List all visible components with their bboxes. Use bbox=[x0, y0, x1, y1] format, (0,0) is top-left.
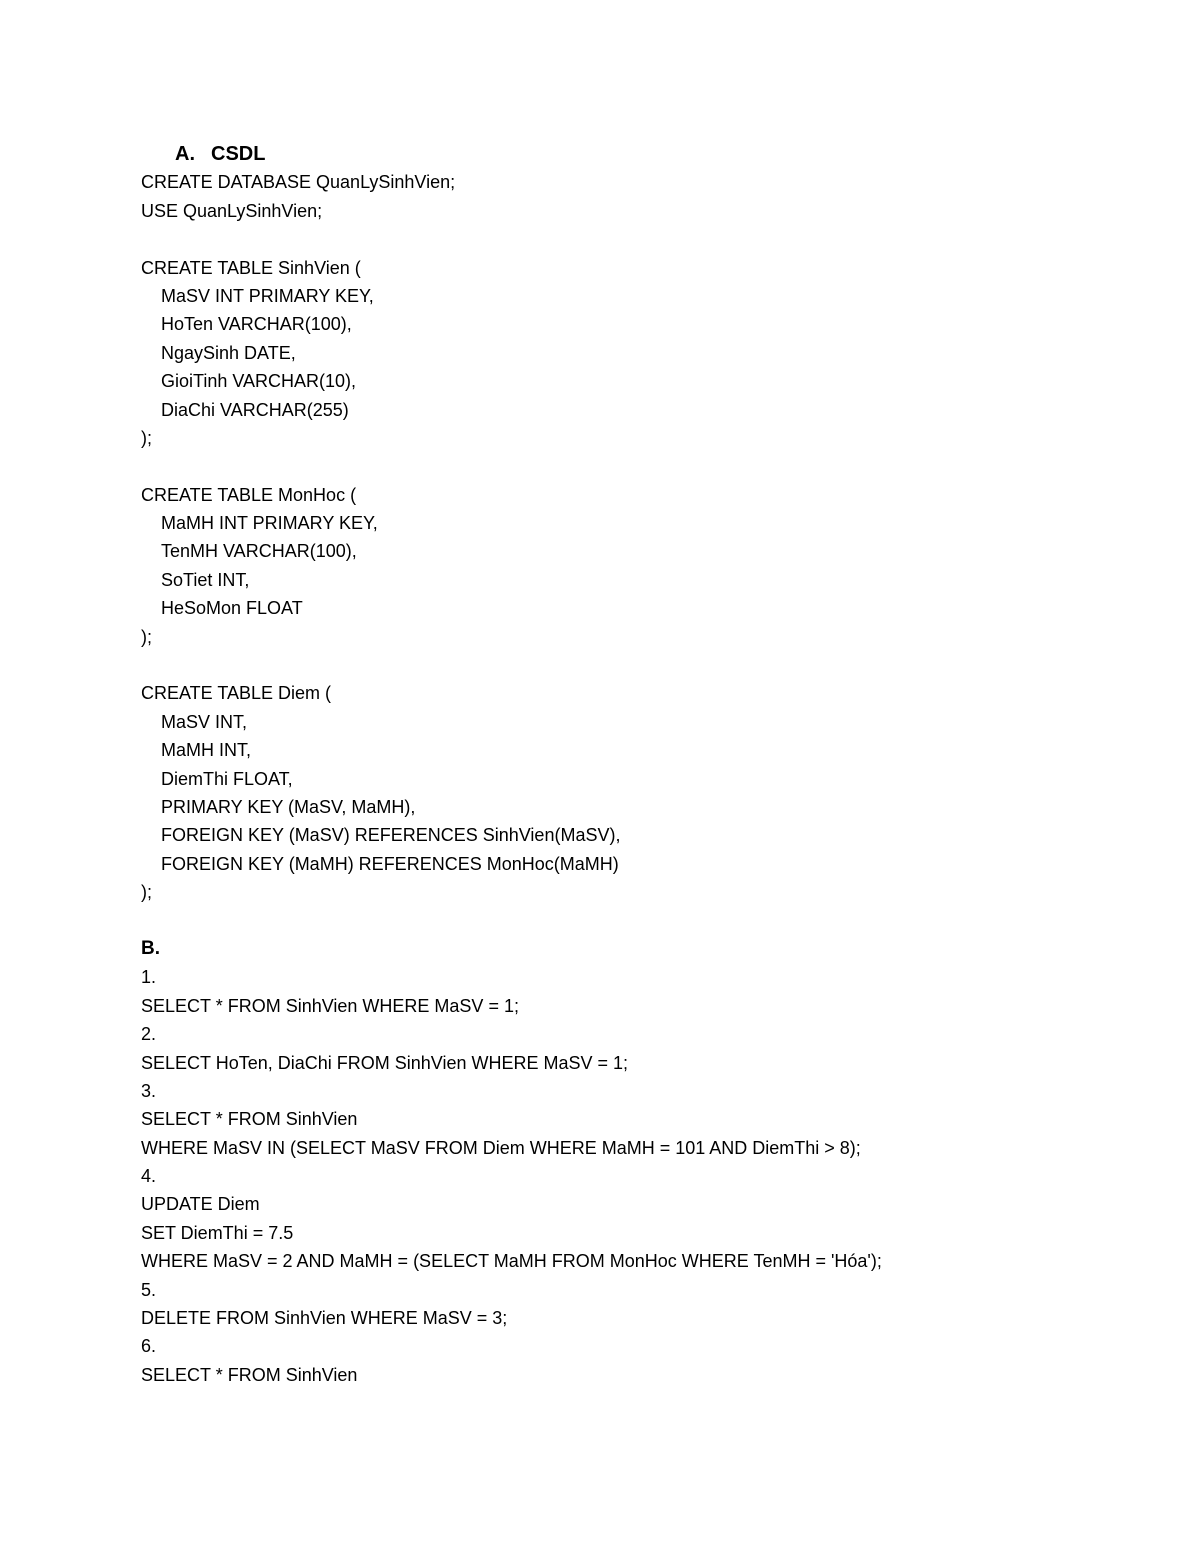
sinhvien-column-line: DiaChi VARCHAR(255) bbox=[161, 399, 349, 420]
query-line: UPDATE Diem bbox=[141, 1194, 260, 1215]
query-line: SET DiemThi = 7.5 bbox=[141, 1222, 294, 1243]
monhoc-close-line: ); bbox=[141, 626, 152, 647]
query-line: WHERE MaSV = 2 AND MaMH = (SELECT MaMH FROM MonHoc WHERE TenMH = 'Hóa'); bbox=[141, 1251, 882, 1272]
monhoc-column-line: TenMH VARCHAR(100), bbox=[161, 541, 357, 562]
query-line: SELECT HoTen, DiaChi FROM SinhVien WHERE MaSV = 1; bbox=[141, 1052, 629, 1073]
create-table-diem-line: CREATE TABLE Diem ( bbox=[141, 683, 332, 704]
create-database-line: CREATE DATABASE QuanLySinhVien; bbox=[141, 172, 456, 193]
sinhvien-column-line: HoTen VARCHAR(100), bbox=[161, 314, 352, 335]
section-a-number: A. bbox=[175, 143, 195, 165]
query-line: SELECT * FROM SinhVien WHERE MaSV = 1; bbox=[141, 995, 519, 1016]
monhoc-column-line: HeSoMon FLOAT bbox=[161, 598, 303, 619]
query-line: SELECT * FROM SinhVien bbox=[141, 1109, 358, 1130]
sinhvien-close-line: ); bbox=[141, 427, 152, 448]
diem-constraint-line: FOREIGN KEY (MaSV) REFERENCES SinhVien(MaSV), bbox=[161, 825, 621, 846]
create-table-monhoc-line: CREATE TABLE MonHoc ( bbox=[141, 484, 357, 505]
sinhvien-column-line: GioiTinh VARCHAR(10), bbox=[161, 371, 357, 392]
blank-line bbox=[141, 651, 1141, 679]
use-database-line: USE QuanLySinhVien; bbox=[141, 200, 323, 221]
section-a-heading bbox=[141, 140, 1141, 168]
diem-constraint-line: FOREIGN KEY (MaMH) REFERENCES MonHoc(MaMH) bbox=[161, 853, 619, 874]
sinhvien-column-line: NgaySinh DATE, bbox=[161, 342, 296, 363]
diem-column-line: DiemThi FLOAT, bbox=[161, 768, 293, 789]
monhoc-column-line: SoTiet INT, bbox=[161, 569, 250, 590]
section-a-title: CSDL bbox=[211, 143, 266, 165]
query-number: 3. bbox=[141, 1080, 157, 1101]
diem-close-line: ); bbox=[141, 882, 152, 903]
query-number: 6. bbox=[141, 1336, 157, 1357]
query-number: 1. bbox=[141, 967, 157, 988]
query-line: WHERE MaSV IN (SELECT MaSV FROM Diem WHERE MaMH = 101 AND DiemThi > 8); bbox=[141, 1137, 861, 1158]
document-content bbox=[141, 140, 1141, 1389]
query-line: SELECT * FROM SinhVien bbox=[141, 1364, 358, 1385]
create-table-sinhvien-line: CREATE TABLE SinhVien ( bbox=[141, 257, 361, 278]
monhoc-column-line: MaMH INT PRIMARY KEY, bbox=[161, 513, 378, 534]
diem-column-line: MaSV INT, bbox=[161, 711, 248, 732]
query-number: 4. bbox=[141, 1166, 157, 1187]
diem-constraint-line: PRIMARY KEY (MaSV, MaMH), bbox=[161, 796, 416, 817]
section-b-heading: B. bbox=[141, 937, 160, 959]
query-line: DELETE FROM SinhVien WHERE MaSV = 3; bbox=[141, 1308, 508, 1329]
sinhvien-column-line: MaSV INT PRIMARY KEY, bbox=[161, 285, 374, 306]
blank-line bbox=[141, 452, 1141, 480]
blank-line bbox=[141, 225, 1141, 253]
diem-column-line: MaMH INT, bbox=[161, 740, 251, 761]
query-number: 5. bbox=[141, 1279, 157, 1300]
query-number: 2. bbox=[141, 1024, 157, 1045]
blank-line bbox=[141, 907, 1141, 935]
